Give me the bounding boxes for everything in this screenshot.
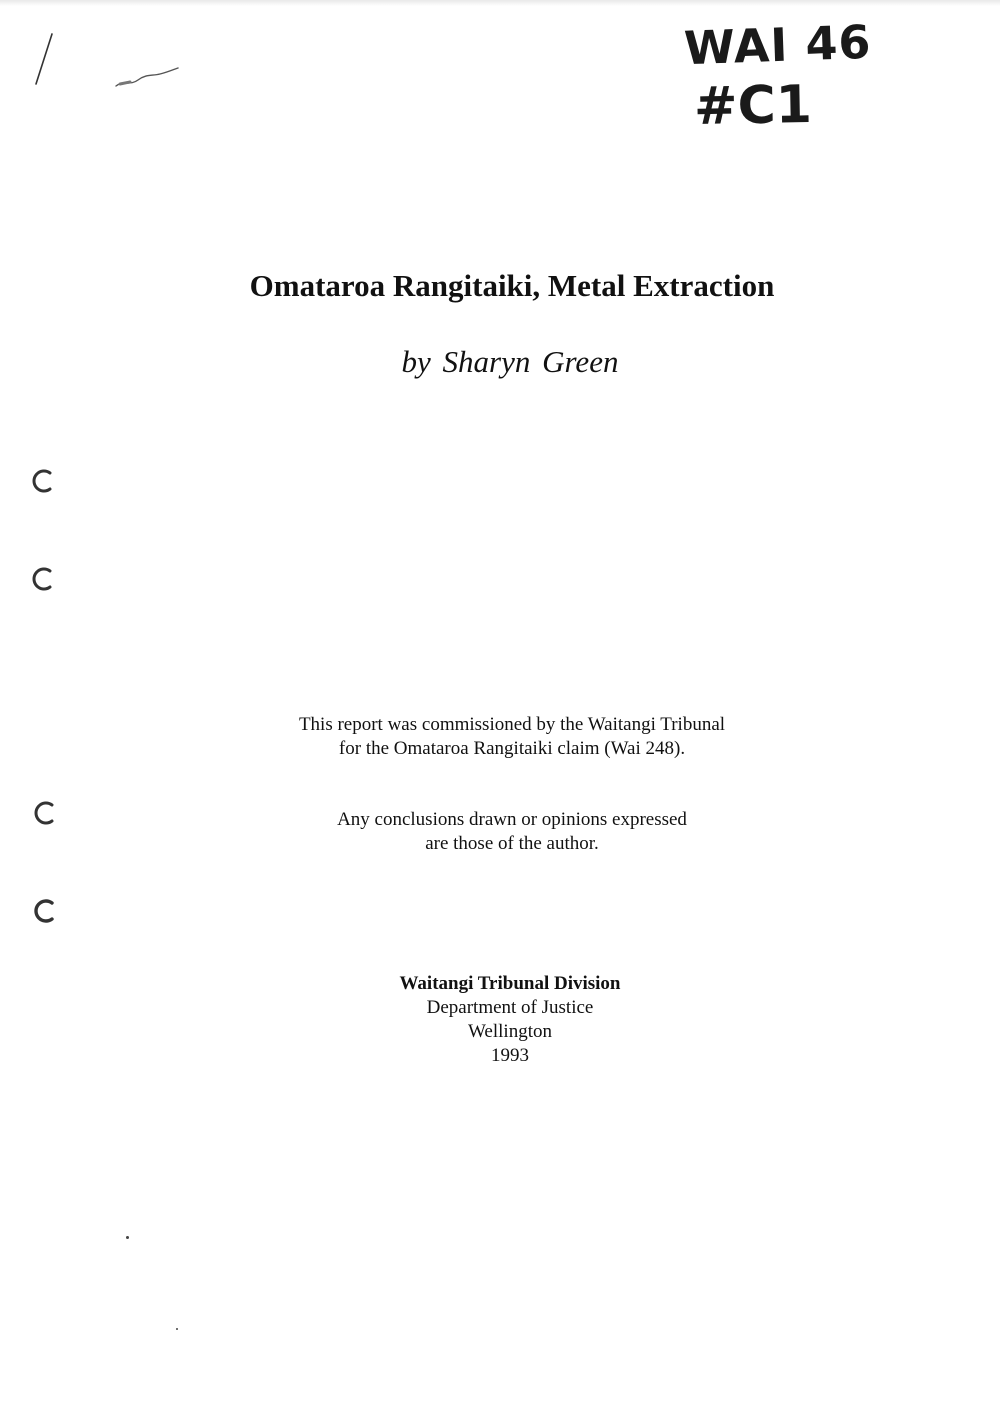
report-title: Omataroa Rangitaiki, Metal Extraction [249, 268, 775, 303]
disclaimer-line-2: are those of the author. [425, 833, 599, 854]
commission-line-1: This report was commissioned by the Waitangi Tribunal [298, 714, 726, 735]
scan-edge-shadow [0, 0, 1000, 6]
commission-line-2: for the Omataroa Rangitaiki claim (Wai 248). [338, 738, 686, 759]
author-disclaimer [0, 808, 1000, 856]
scan-speck [176, 1328, 178, 1330]
disclaimer-line-1: Any conclusions drawn or opinions expressed [337, 809, 687, 830]
publisher-city: Wellington [468, 1021, 552, 1042]
pen-slash-mark [30, 30, 60, 90]
scan-speck [126, 1236, 129, 1239]
punch-hole-icon [32, 898, 58, 924]
stamp-reference-line: WAI 46 [683, 14, 873, 76]
pen-squiggle-mark [112, 64, 182, 94]
punch-hole-icon [32, 800, 58, 826]
stamp-document-number: #C1 [693, 74, 813, 138]
author-byline: by Sharyn Green [401, 344, 619, 379]
publication-year: 1993 [491, 1045, 529, 1066]
punch-hole-icon [30, 566, 56, 592]
publisher-block [0, 972, 1000, 1068]
publisher-division: Waitangi Tribunal Division [399, 973, 621, 994]
commission-statement [0, 713, 1000, 761]
punch-hole-icon [30, 468, 56, 494]
publisher-department: Department of Justice [426, 997, 594, 1018]
